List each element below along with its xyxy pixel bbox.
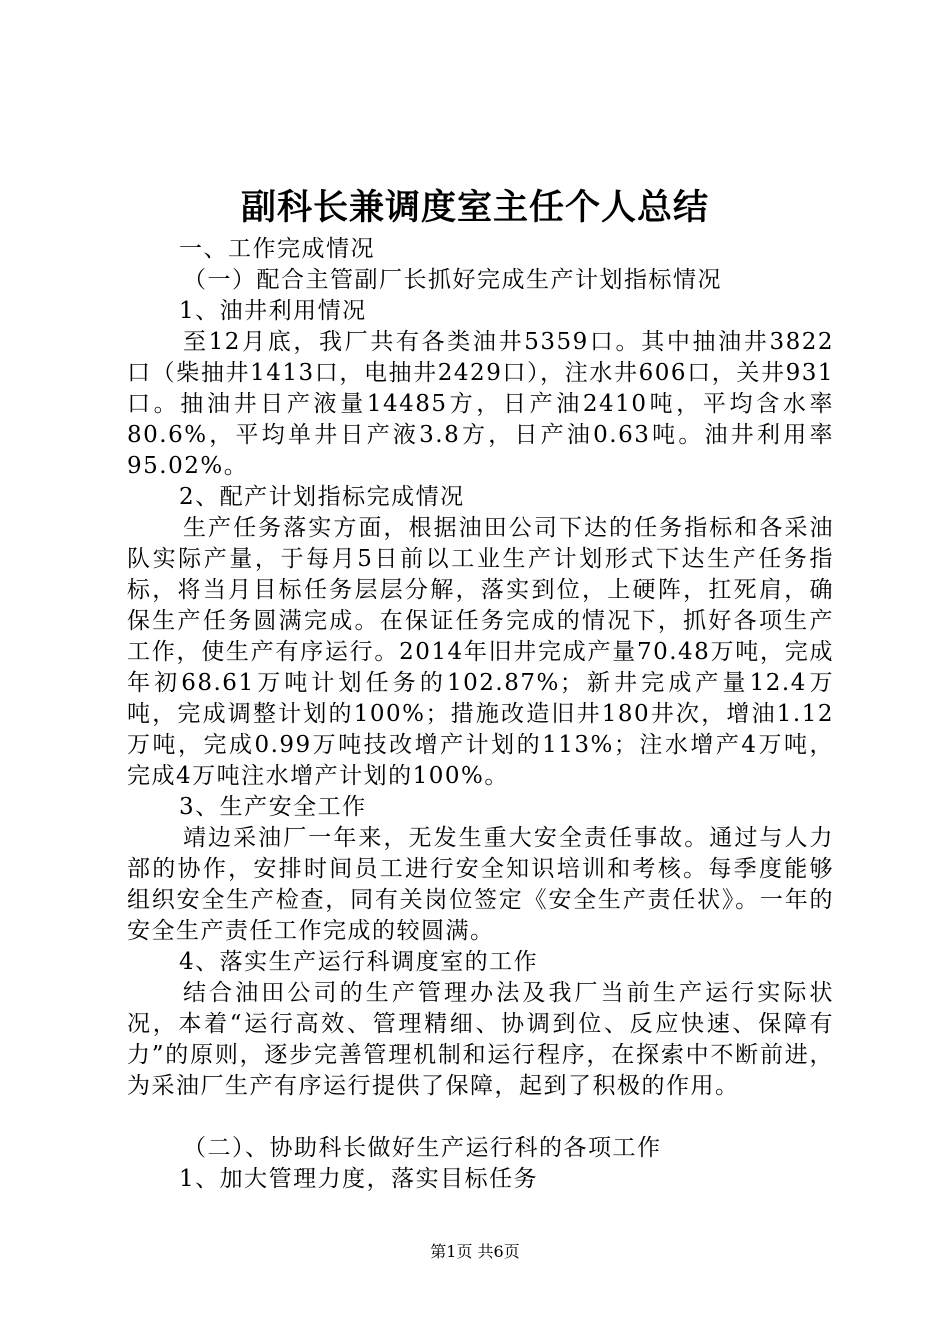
paragraph-production-plan: 生产任务落实方面，根据油田公司下达的任务指标和各采油队实际产量，于每月5日前以工业生产计划形式下达生产任务指标，将当月目标任务层层分解，落实到位，上硬阵，扛死肩，确保生产任务圆满完成。在保证任务完成的情况下，抓好各项生产工作，使生产有序运行。2014年旧井完成产量70.48万吨，完成年初68.61万吨计划任务的102.87%；新井完成产量12.4万吨，完成调整计划的100%；措施改造旧井180井次，增油1.12万吨，完成0.99万吨技改增产计划的113%；注水增产4万吨，完成4万吨注水增产计划的100%。 (127, 515, 834, 789)
item-heading-5: 1、加大管理力度，落实目标任务 (179, 1166, 539, 1192)
subsection-heading-1: （一）配合主管副厂长抓好完成生产计划指标情况 (183, 267, 722, 293)
paragraph-dispatch: 结合油田公司的生产管理办法及我厂当前生产运行实际状况，本着“运行高效、管理精细、协调到位、反应快速、保障有力”的原则，逐步完善管理机制和运行程序，在探索中不断前进，为采油厂生产有序运行提供了保障，起到了积极的作用。 (127, 980, 834, 1099)
subsection-heading-2: （二）、协助科长做好生产运行科的各项工作 (183, 1135, 662, 1161)
section-heading-1: 一、工作完成情况 (179, 236, 375, 262)
document-body (127, 234, 834, 1195)
page-number: 第1页 共6页 (430, 1242, 520, 1261)
item-heading-1: 1、油井利用情况 (179, 298, 367, 324)
paragraph-safety: 靖边采油厂一年来，无发生重大安全责任事故。通过与人力部的协作，安排时间员工进行安全知识培训和考核。每季度能够组织安全生产检查，同有关岗位签定《安全生产责任状》。一年的安全生产责任工作完成的较圆满。 (127, 825, 834, 944)
document-title: 副科长兼调度室主任个人总结 (240, 187, 709, 228)
paragraph-oil-wells: 至12月底，我厂共有各类油井5359口。其中抽油井3822口（柴抽井1413口，电抽井2429口），注水井606口，关井931口。抽油井日产液量14485方，日产油2410吨，平均含水率80.6%，平均单井日产液3.8方，日产油0.63吨。油井利用率95.02%。 (127, 329, 834, 479)
item-heading-2: 2、配产计划指标完成情况 (179, 484, 465, 510)
item-heading-4: 4、落实生产运行科调度室的工作 (179, 949, 539, 975)
item-heading-3: 3、生产安全工作 (179, 794, 367, 820)
